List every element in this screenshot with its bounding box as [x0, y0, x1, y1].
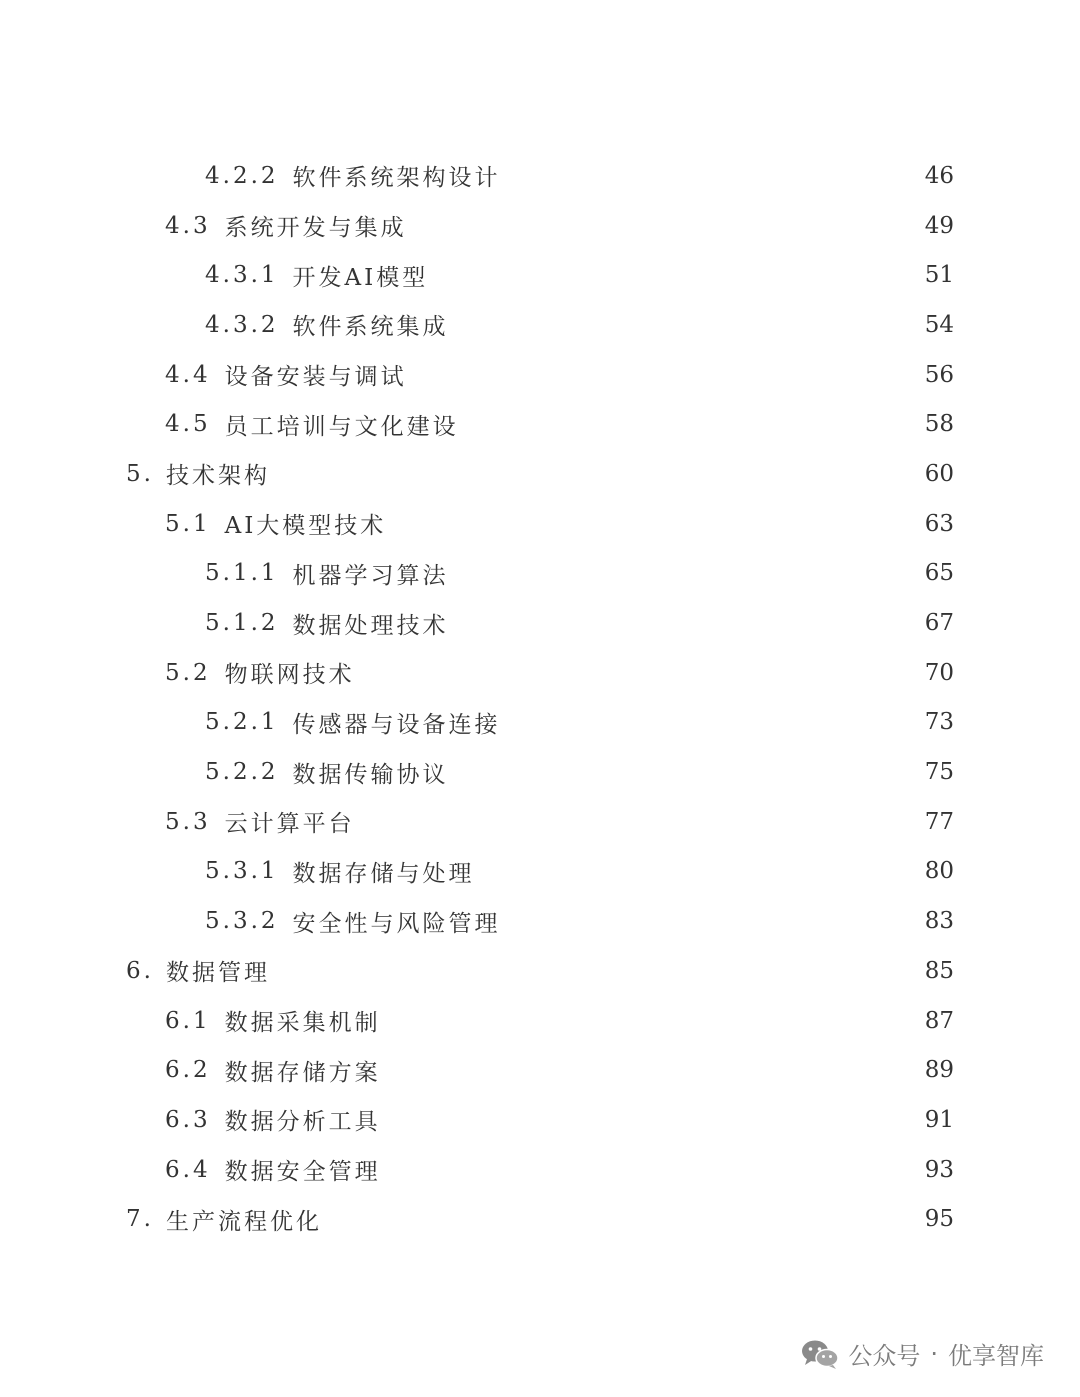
- toc-number: 5.: [126, 460, 154, 487]
- toc-number: 5.2.1: [205, 709, 279, 736]
- toc-page-number: 73: [924, 709, 954, 736]
- dot-leader: [457, 613, 921, 633]
- toc-title: 数据存储方案: [224, 1059, 381, 1086]
- toc-page-number: 77: [924, 808, 954, 835]
- toc-number: 6.4: [165, 1156, 211, 1183]
- dot-leader: [457, 762, 921, 782]
- toc-page-number: 83: [924, 908, 954, 935]
- toc-entry[interactable]: [0, 499, 1080, 549]
- dot-leader: [509, 166, 921, 186]
- dot-leader: [278, 961, 921, 981]
- toc-title: 数据传输协议: [292, 761, 449, 788]
- toc-entry[interactable]: [0, 1095, 1080, 1145]
- wechat-icon: [800, 1338, 840, 1370]
- dot-leader: [457, 563, 921, 583]
- toc-number: 5.3.1: [205, 858, 279, 885]
- toc-number: 4.2.2: [205, 162, 279, 189]
- toc-number: 5.2: [165, 659, 211, 686]
- toc-page-number: 67: [924, 610, 954, 637]
- toc-title: AI大模型技术: [224, 513, 387, 540]
- toc-page-number: 54: [924, 311, 954, 338]
- toc-number: 5.3.2: [205, 908, 279, 935]
- toc-entry[interactable]: [0, 549, 1080, 599]
- toc-title: 云计算平台: [224, 811, 355, 838]
- dot-leader: [278, 464, 921, 484]
- toc-entry[interactable]: [0, 399, 1080, 449]
- toc-number: 6.2: [165, 1057, 211, 1084]
- toc-number: 7.: [126, 1206, 154, 1233]
- watermark-label: 公众号: [848, 1342, 921, 1370]
- toc-number: 4.3.2: [205, 311, 279, 338]
- dot-leader: [457, 315, 921, 335]
- toc-number: 5.1.2: [205, 610, 279, 637]
- toc-title: 设备安装与调试: [224, 364, 407, 391]
- toc-number: 6.: [126, 957, 154, 984]
- dot-leader: [483, 861, 921, 881]
- toc-entry[interactable]: [0, 350, 1080, 400]
- dot-leader: [415, 216, 921, 236]
- toc-title: 机器学习算法: [292, 562, 449, 589]
- toc-title: 系统开发与集成: [224, 215, 407, 242]
- toc-page-number: 80: [924, 858, 954, 885]
- watermark-account: 优享智库: [948, 1342, 1044, 1370]
- toc-page-number: 60: [924, 460, 954, 487]
- toc-page-number: 56: [924, 361, 954, 388]
- dot-leader: [389, 1110, 921, 1130]
- toc-entry[interactable]: [0, 847, 1080, 897]
- toc-entry[interactable]: [0, 797, 1080, 847]
- toc-title: 传感器与设备连接: [292, 711, 501, 738]
- toc-page-number: 49: [924, 212, 954, 239]
- toc-entry[interactable]: [0, 300, 1080, 350]
- toc-entry[interactable]: [0, 1194, 1080, 1244]
- toc-number: 5.1: [165, 510, 211, 537]
- dot-leader: [389, 1160, 921, 1180]
- toc-title: 物联网技术: [224, 662, 355, 689]
- toc-entry[interactable]: [0, 151, 1080, 201]
- toc-entry[interactable]: [0, 747, 1080, 797]
- toc-page-number: 63: [924, 510, 954, 537]
- toc-number: 5.2.2: [205, 759, 279, 786]
- toc-title: 数据存储与处理: [292, 860, 475, 887]
- dot-leader: [363, 663, 921, 683]
- toc-page-number: 58: [924, 411, 954, 438]
- toc-page-number: 85: [924, 957, 954, 984]
- toc-title: 软件系统架构设计: [292, 165, 501, 192]
- toc-entry[interactable]: [0, 598, 1080, 648]
- toc-number: 4.3.1: [205, 262, 279, 289]
- toc-page-number: 46: [924, 162, 954, 189]
- dot-leader: [415, 365, 921, 385]
- toc-number: 5.1.1: [205, 560, 279, 587]
- toc-page-number: 89: [924, 1057, 954, 1084]
- toc-page-number: 95: [924, 1206, 954, 1233]
- dot-leader: [330, 1209, 921, 1229]
- toc-title: 技术架构: [166, 463, 270, 490]
- toc-page-number: 93: [924, 1156, 954, 1183]
- toc-number: 4.4: [165, 361, 211, 388]
- toc-entry[interactable]: [0, 201, 1080, 251]
- toc-page-number: 65: [924, 560, 954, 587]
- toc-title: 数据分析工具: [224, 1109, 381, 1136]
- toc-title: 软件系统集成: [292, 314, 449, 341]
- toc-entry[interactable]: [0, 996, 1080, 1046]
- dot-leader: [389, 1011, 921, 1031]
- dot-leader: [389, 1060, 921, 1080]
- toc-page-number: 91: [924, 1106, 954, 1133]
- table-of-contents: [0, 151, 1080, 1244]
- toc-title: 数据管理: [166, 960, 270, 987]
- toc-number: 6.1: [165, 1007, 211, 1034]
- toc-number: 5.3: [165, 808, 211, 835]
- toc-title: 数据采集机制: [224, 1010, 381, 1037]
- dot-leader: [467, 414, 921, 434]
- toc-title: 员工培训与文化建设: [224, 413, 459, 440]
- toc-title: 数据处理技术: [292, 612, 449, 639]
- dot-leader: [509, 712, 921, 732]
- dot-leader: [509, 911, 921, 931]
- toc-entry[interactable]: [0, 250, 1080, 300]
- toc-entry[interactable]: [0, 1045, 1080, 1095]
- toc-page-number: 70: [924, 659, 954, 686]
- toc-title: 生产流程优化: [166, 1208, 322, 1235]
- toc-number: 6.3: [165, 1106, 211, 1133]
- toc-page-number: 75: [924, 759, 954, 786]
- toc-entry[interactable]: [0, 449, 1080, 499]
- watermark-separator: ·: [930, 1339, 938, 1368]
- dot-leader: [363, 812, 921, 832]
- toc-page-number: 51: [924, 262, 954, 289]
- toc-entry[interactable]: [0, 698, 1080, 748]
- toc-entry[interactable]: [0, 946, 1080, 996]
- toc-entry[interactable]: [0, 648, 1080, 698]
- watermark: [800, 1336, 1044, 1371]
- toc-entry[interactable]: [0, 896, 1080, 946]
- toc-title: 安全性与风险管理: [292, 910, 501, 937]
- dot-leader: [436, 265, 920, 285]
- toc-title: 开发AI模型: [292, 264, 429, 291]
- toc-title: 数据安全管理: [224, 1159, 381, 1186]
- toc-page-number: 87: [924, 1007, 954, 1034]
- toc-number: 4.5: [165, 411, 211, 438]
- toc-number: 4.3: [165, 212, 211, 239]
- dot-leader: [394, 514, 920, 534]
- toc-entry[interactable]: [0, 1145, 1080, 1195]
